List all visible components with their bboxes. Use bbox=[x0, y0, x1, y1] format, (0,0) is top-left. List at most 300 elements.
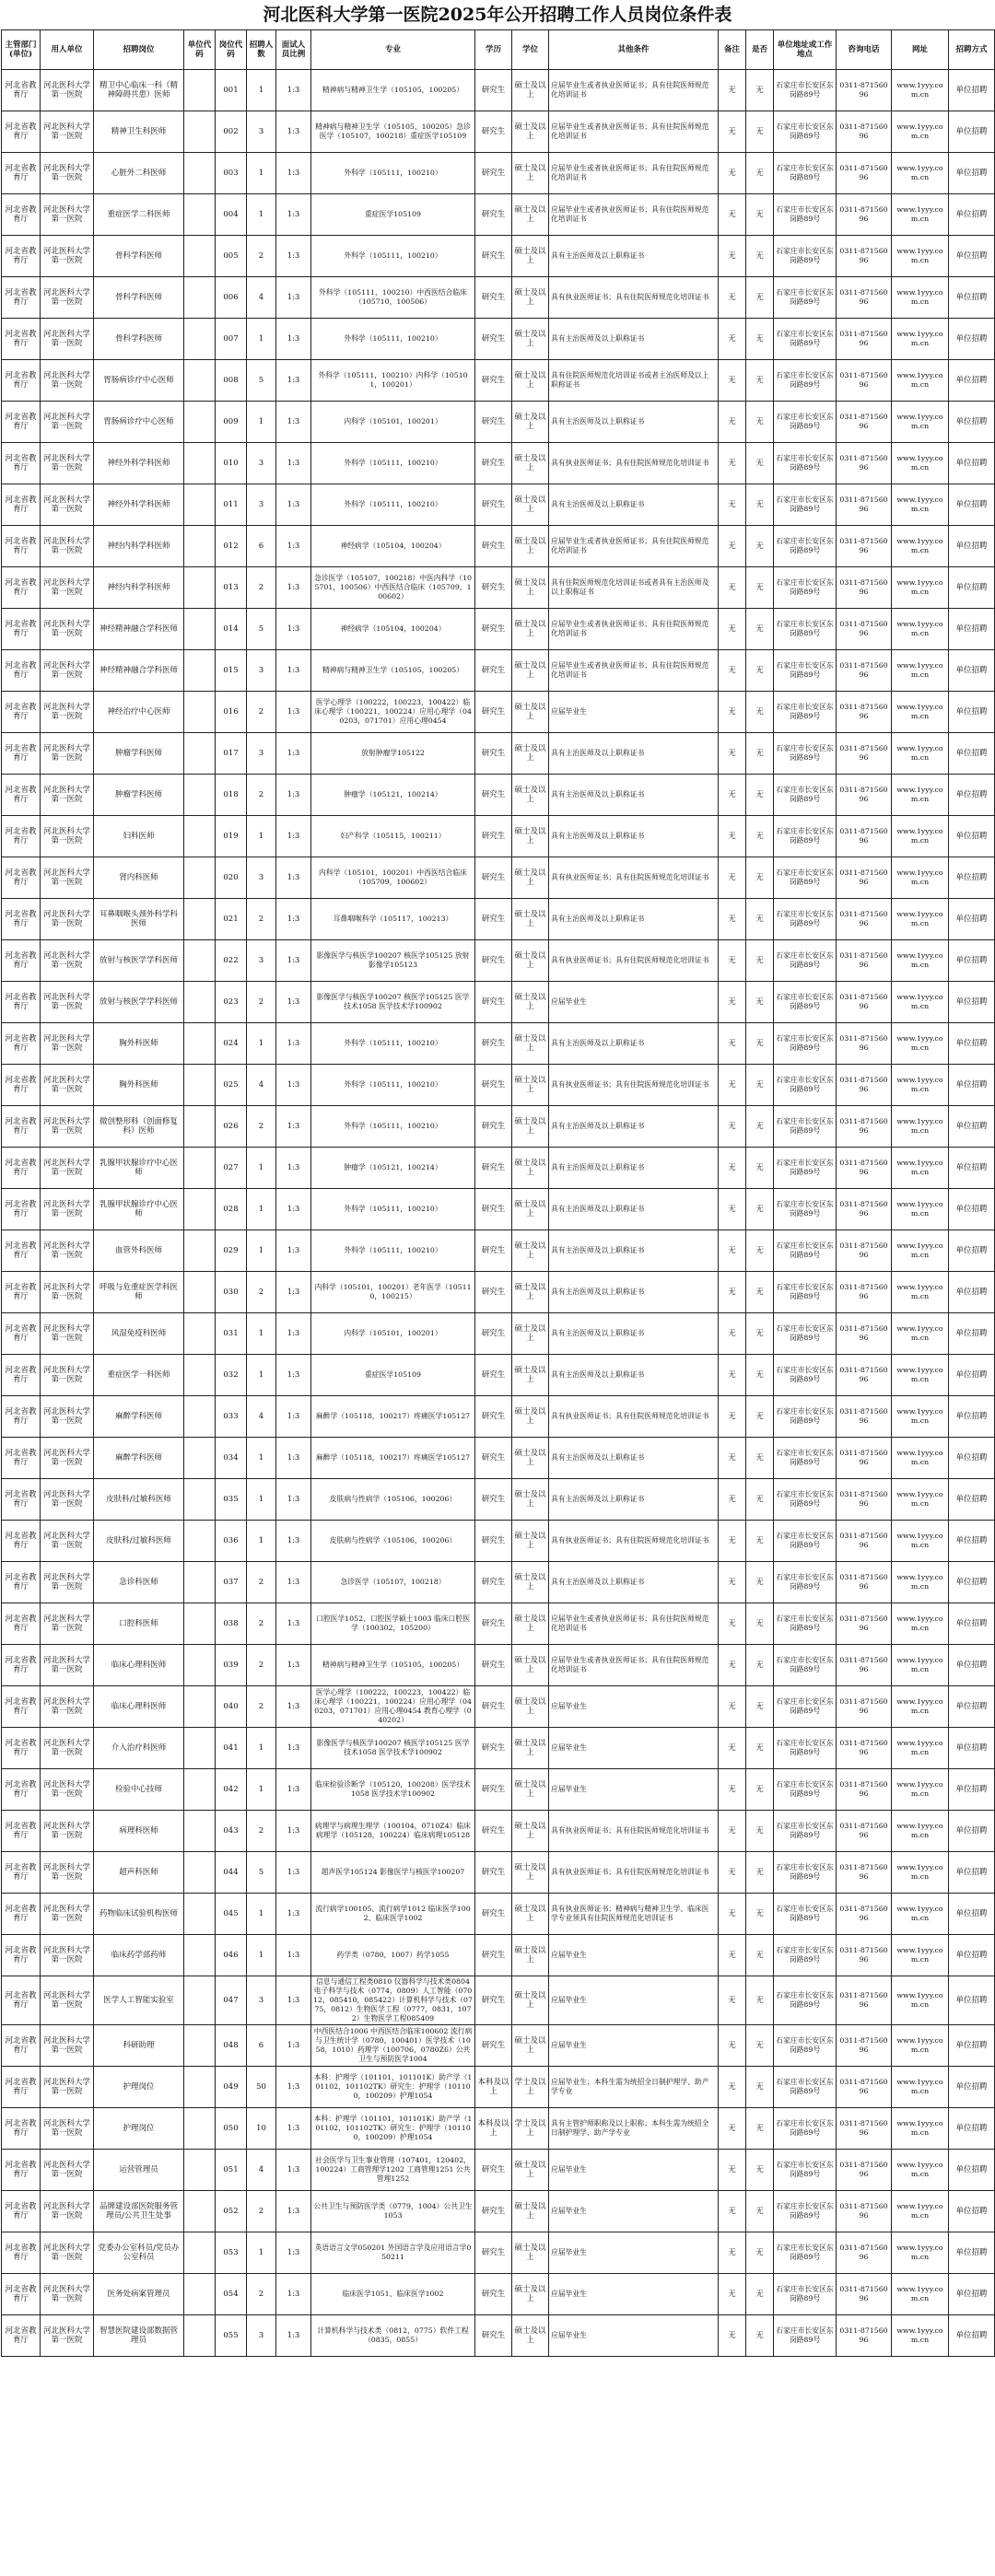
cell-post: 口腔科医师 bbox=[94, 1603, 184, 1645]
cell-major: 急诊医学（105107，100218）中医内科学（105701，100506）中西医结合临床（105709，100602） bbox=[311, 567, 475, 609]
cell-dept: 河北省教育厅 bbox=[2, 526, 41, 567]
cell-method: 单位招聘 bbox=[949, 1355, 995, 1396]
cell-yn: 无 bbox=[746, 2025, 774, 2067]
cell-major: 皮肤病与性病学（105106，100206） bbox=[311, 1521, 475, 1562]
cell-phone: 0311-87156096 bbox=[837, 1811, 892, 1852]
cell-ratio: 1:3 bbox=[276, 111, 311, 153]
cell-unit-code bbox=[184, 2108, 216, 2150]
cell-phone: 0311-87156096 bbox=[837, 111, 892, 153]
cell-education: 研究生 bbox=[475, 609, 512, 650]
cell-phone: 0311-87156096 bbox=[837, 816, 892, 857]
cell-conditions: 具有执业医师证书；具有住院医师规范化培训证书 bbox=[549, 1521, 719, 1562]
cell-phone: 0311-87156096 bbox=[837, 940, 892, 982]
cell-unit-code bbox=[184, 1313, 216, 1355]
cell-conditions: 应届毕业生 bbox=[549, 1976, 719, 2025]
cell-unit-code bbox=[184, 2191, 216, 2232]
cell-dept: 河北省教育厅 bbox=[2, 2315, 41, 2357]
cell-unit-code bbox=[184, 1355, 216, 1396]
cell-ratio: 1:3 bbox=[276, 1521, 311, 1562]
cell-yn: 无 bbox=[746, 692, 774, 733]
cell-address: 石家庄市长安区东岗路89号 bbox=[774, 1811, 837, 1852]
cell-website: www.1yyy.com.cn bbox=[892, 1396, 949, 1438]
cell-phone: 0311-87156096 bbox=[837, 1521, 892, 1562]
cell-conditions: 应届毕业生或者执业医师证书；具有住院医师规范化培训证书 bbox=[549, 153, 719, 194]
cell-dept: 河北省教育厅 bbox=[2, 1894, 41, 1935]
cell-unit-code bbox=[184, 857, 216, 899]
cell-education: 研究生 bbox=[475, 153, 512, 194]
cell-website: www.1yyy.com.cn bbox=[892, 1065, 949, 1106]
table-row bbox=[2, 609, 995, 650]
cell-education: 研究生 bbox=[475, 650, 512, 692]
cell-conditions: 应届毕业生 bbox=[549, 2025, 719, 2067]
cell-phone: 0311-87156096 bbox=[837, 360, 892, 402]
cell-major: 精神病与精神卫生学（105105，100205） bbox=[311, 1645, 475, 1686]
cell-dept: 河北省教育厅 bbox=[2, 111, 41, 153]
cell-method: 单位招聘 bbox=[949, 1603, 995, 1645]
cell-count: 2 bbox=[247, 982, 276, 1023]
cell-dept: 河北省教育厅 bbox=[2, 2108, 41, 2150]
cell-unit: 河北医科大学第一医院 bbox=[41, 360, 94, 402]
cell-ratio: 1:3 bbox=[276, 857, 311, 899]
cell-count: 3 bbox=[247, 650, 276, 692]
cell-degree: 硕士及以上 bbox=[512, 567, 549, 609]
cell-post: 乳腺甲状腺诊疗中心医师 bbox=[94, 1189, 184, 1230]
header-phone: 咨询电话 bbox=[837, 30, 892, 70]
cell-post-code: 046 bbox=[216, 1935, 247, 1976]
cell-address: 石家庄市长安区东岗路89号 bbox=[774, 1230, 837, 1272]
cell-education: 研究生 bbox=[475, 2232, 512, 2274]
cell-unit-code bbox=[184, 1521, 216, 1562]
cell-post: 麻醉学科医师 bbox=[94, 1396, 184, 1438]
cell-note: 无 bbox=[719, 443, 746, 484]
cell-note: 无 bbox=[719, 1313, 746, 1355]
cell-education: 研究生 bbox=[475, 194, 512, 236]
cell-conditions: 具有主治医师及以上职称证书 bbox=[549, 1189, 719, 1230]
cell-website: www.1yyy.com.cn bbox=[892, 1521, 949, 1562]
cell-major: 皮肤病与性病学（105106，100206） bbox=[311, 1479, 475, 1521]
cell-degree: 硕士及以上 bbox=[512, 1230, 549, 1272]
cell-method: 单位招聘 bbox=[949, 733, 995, 775]
cell-website: www.1yyy.com.cn bbox=[892, 1894, 949, 1935]
cell-unit: 河北医科大学第一医院 bbox=[41, 2025, 94, 2067]
cell-count: 3 bbox=[247, 857, 276, 899]
cell-phone: 0311-87156096 bbox=[837, 857, 892, 899]
table-row bbox=[2, 236, 995, 277]
table-row bbox=[2, 1769, 995, 1811]
table-body bbox=[2, 70, 995, 2357]
cell-phone: 0311-87156096 bbox=[837, 1728, 892, 1769]
cell-address: 石家庄市长安区东岗路89号 bbox=[774, 982, 837, 1023]
cell-degree: 硕士及以上 bbox=[512, 1396, 549, 1438]
cell-education: 研究生 bbox=[475, 1728, 512, 1769]
cell-ratio: 1:3 bbox=[276, 1106, 311, 1148]
cell-post: 医学人工智能实验室 bbox=[94, 1976, 184, 2025]
cell-degree: 硕士及以上 bbox=[512, 526, 549, 567]
cell-conditions: 具有执业医师证书；具有住院医师规范化培训证书 bbox=[549, 277, 719, 319]
cell-note: 无 bbox=[719, 1562, 746, 1603]
cell-method: 单位招聘 bbox=[949, 2108, 995, 2150]
cell-major: 神经病学（105104，100204） bbox=[311, 526, 475, 567]
cell-unit: 河北医科大学第一医院 bbox=[41, 526, 94, 567]
cell-phone: 0311-87156096 bbox=[837, 194, 892, 236]
cell-ratio: 1:3 bbox=[276, 1811, 311, 1852]
cell-dept: 河北省教育厅 bbox=[2, 1230, 41, 1272]
cell-ratio: 1:3 bbox=[276, 1894, 311, 1935]
cell-website: www.1yyy.com.cn bbox=[892, 484, 949, 526]
cell-count: 2 bbox=[247, 1603, 276, 1645]
cell-unit: 河北医科大学第一医院 bbox=[41, 1976, 94, 2025]
cell-method: 单位招聘 bbox=[949, 111, 995, 153]
cell-count: 1 bbox=[247, 319, 276, 360]
cell-ratio: 1:3 bbox=[276, 1728, 311, 1769]
table-row bbox=[2, 567, 995, 609]
cell-method: 单位招聘 bbox=[949, 1769, 995, 1811]
cell-degree: 学士及以上 bbox=[512, 2067, 549, 2108]
table-row bbox=[2, 1811, 995, 1852]
table-row bbox=[2, 857, 995, 899]
cell-unit: 河北医科大学第一医院 bbox=[41, 1065, 94, 1106]
cell-address: 石家庄市长安区东岗路89号 bbox=[774, 2191, 837, 2232]
cell-website: www.1yyy.com.cn bbox=[892, 277, 949, 319]
cell-unit: 河北医科大学第一医院 bbox=[41, 402, 94, 443]
cell-ratio: 1:3 bbox=[276, 1023, 311, 1065]
cell-address: 石家庄市长安区东岗路89号 bbox=[774, 1521, 837, 1562]
cell-post: 骨科学科医师 bbox=[94, 319, 184, 360]
cell-yn: 无 bbox=[746, 484, 774, 526]
table-row bbox=[2, 319, 995, 360]
cell-note: 无 bbox=[719, 194, 746, 236]
cell-ratio: 1:3 bbox=[276, 1230, 311, 1272]
cell-address: 石家庄市长安区东岗路89号 bbox=[774, 277, 837, 319]
cell-unit: 河北医科大学第一医院 bbox=[41, 319, 94, 360]
cell-conditions: 具有主治医师及以上职称证书 bbox=[549, 484, 719, 526]
cell-phone: 0311-87156096 bbox=[837, 775, 892, 816]
table-row bbox=[2, 194, 995, 236]
cell-note: 无 bbox=[719, 153, 746, 194]
cell-method: 单位招聘 bbox=[949, 1148, 995, 1189]
cell-dept: 河北省教育厅 bbox=[2, 2025, 41, 2067]
cell-website: www.1yyy.com.cn bbox=[892, 899, 949, 940]
cell-post: 麻醉学科医师 bbox=[94, 1438, 184, 1479]
cell-yn: 无 bbox=[746, 1562, 774, 1603]
cell-phone: 0311-87156096 bbox=[837, 1976, 892, 2025]
cell-note: 无 bbox=[719, 1272, 746, 1313]
cell-address: 石家庄市长安区东岗路89号 bbox=[774, 153, 837, 194]
cell-phone: 0311-87156096 bbox=[837, 1313, 892, 1355]
table-row bbox=[2, 899, 995, 940]
cell-education: 研究生 bbox=[475, 277, 512, 319]
cell-website: www.1yyy.com.cn bbox=[892, 1230, 949, 1272]
cell-website: www.1yyy.com.cn bbox=[892, 1852, 949, 1894]
cell-dept: 河北省教育厅 bbox=[2, 1935, 41, 1976]
cell-address: 石家庄市长安区东岗路89号 bbox=[774, 2315, 837, 2357]
table-row bbox=[2, 70, 995, 111]
cell-post-code: 048 bbox=[216, 2025, 247, 2067]
cell-address: 石家庄市长安区东岗路89号 bbox=[774, 857, 837, 899]
cell-conditions: 应届毕业生或者执业医师证书；具有住院医师规范化培训证书 bbox=[549, 609, 719, 650]
cell-phone: 0311-87156096 bbox=[837, 70, 892, 111]
cell-method: 单位招聘 bbox=[949, 2067, 995, 2108]
cell-post: 医务处病案管理员 bbox=[94, 2274, 184, 2315]
cell-ratio: 1:3 bbox=[276, 2232, 311, 2274]
cell-count: 1 bbox=[247, 1521, 276, 1562]
cell-conditions: 具有执业医师证书；具有住院医师规范化培训证书 bbox=[549, 1065, 719, 1106]
cell-yn: 无 bbox=[746, 1935, 774, 1976]
cell-post: 急诊科医师 bbox=[94, 1562, 184, 1603]
cell-website: www.1yyy.com.cn bbox=[892, 1106, 949, 1148]
cell-method: 单位招聘 bbox=[949, 1894, 995, 1935]
cell-address: 石家庄市长安区东岗路89号 bbox=[774, 775, 837, 816]
cell-method: 单位招聘 bbox=[949, 402, 995, 443]
cell-ratio: 1:3 bbox=[276, 650, 311, 692]
cell-note: 无 bbox=[719, 1686, 746, 1728]
cell-education: 研究生 bbox=[475, 1355, 512, 1396]
cell-post: 检验中心技师 bbox=[94, 1769, 184, 1811]
cell-major: 外科学（105111，100210） bbox=[311, 153, 475, 194]
cell-yn: 无 bbox=[746, 2315, 774, 2357]
cell-major: 外科学（105111，100210） bbox=[311, 443, 475, 484]
cell-address: 石家庄市长安区东岗路89号 bbox=[774, 70, 837, 111]
cell-method: 单位招聘 bbox=[949, 1686, 995, 1728]
cell-note: 无 bbox=[719, 650, 746, 692]
cell-yn: 无 bbox=[746, 1728, 774, 1769]
cell-education: 研究生 bbox=[475, 1562, 512, 1603]
cell-degree: 硕士及以上 bbox=[512, 1811, 549, 1852]
page-title: 河北医科大学第一医院2025年公开招聘工作人员岗位条件表 bbox=[263, 5, 732, 25]
cell-phone: 0311-87156096 bbox=[837, 733, 892, 775]
cell-education: 研究生 bbox=[475, 526, 512, 567]
cell-post-code: 030 bbox=[216, 1272, 247, 1313]
cell-yn: 无 bbox=[746, 1230, 774, 1272]
cell-education: 研究生 bbox=[475, 1811, 512, 1852]
cell-method: 单位招聘 bbox=[949, 940, 995, 982]
cell-ratio: 1:3 bbox=[276, 1396, 311, 1438]
cell-address: 石家庄市长安区东岗路89号 bbox=[774, 940, 837, 982]
cell-yn: 无 bbox=[746, 567, 774, 609]
cell-conditions: 具有主治医师及以上职称证书 bbox=[549, 1313, 719, 1355]
cell-note: 无 bbox=[719, 609, 746, 650]
table-row bbox=[2, 1355, 995, 1396]
cell-note: 无 bbox=[719, 2150, 746, 2191]
cell-unit-code bbox=[184, 567, 216, 609]
cell-post: 神经内科学科医师 bbox=[94, 526, 184, 567]
cell-post-code: 045 bbox=[216, 1894, 247, 1935]
cell-education: 研究生 bbox=[475, 1521, 512, 1562]
cell-unit-code bbox=[184, 609, 216, 650]
cell-post-code: 020 bbox=[216, 857, 247, 899]
table-row bbox=[2, 2067, 995, 2108]
cell-address: 石家庄市长安区东岗路89号 bbox=[774, 111, 837, 153]
cell-note: 无 bbox=[719, 1230, 746, 1272]
cell-address: 石家庄市长安区东岗路89号 bbox=[774, 1769, 837, 1811]
cell-unit-code bbox=[184, 2315, 216, 2357]
cell-unit-code bbox=[184, 816, 216, 857]
cell-degree: 硕士及以上 bbox=[512, 1645, 549, 1686]
cell-conditions: 具有主治医师及以上职称证书 bbox=[549, 1355, 719, 1396]
cell-method: 单位招聘 bbox=[949, 1438, 995, 1479]
cell-post-code: 044 bbox=[216, 1852, 247, 1894]
cell-post: 科研助理 bbox=[94, 2025, 184, 2067]
cell-count: 2 bbox=[247, 775, 276, 816]
cell-method: 单位招聘 bbox=[949, 2191, 995, 2232]
cell-major: 外科学（105111，100210） bbox=[311, 1023, 475, 1065]
cell-address: 石家庄市长安区东岗路89号 bbox=[774, 650, 837, 692]
cell-post-code: 049 bbox=[216, 2067, 247, 2108]
cell-note: 无 bbox=[719, 1935, 746, 1976]
cell-conditions: 具有主治医师及以上职称证书 bbox=[549, 236, 719, 277]
cell-post-code: 011 bbox=[216, 484, 247, 526]
cell-degree: 硕士及以上 bbox=[512, 360, 549, 402]
cell-method: 单位招聘 bbox=[949, 1852, 995, 1894]
cell-education: 研究生 bbox=[475, 1189, 512, 1230]
cell-unit: 河北医科大学第一医院 bbox=[41, 2191, 94, 2232]
cell-count: 1 bbox=[247, 1769, 276, 1811]
cell-unit: 河北医科大学第一医院 bbox=[41, 70, 94, 111]
cell-conditions: 具有执业医师证书；具有住院医师规范化培训证书 bbox=[549, 940, 719, 982]
cell-post-code: 040 bbox=[216, 1686, 247, 1728]
cell-major: 神经病学（105104，100204） bbox=[311, 609, 475, 650]
header-method: 招聘方式 bbox=[949, 30, 995, 70]
cell-count: 6 bbox=[247, 2025, 276, 2067]
cell-dept: 河北省教育厅 bbox=[2, 816, 41, 857]
cell-dept: 河北省教育厅 bbox=[2, 1603, 41, 1645]
cell-conditions: 应届毕业生或者执业医师证书；具有住院医师规范化培训证书 bbox=[549, 194, 719, 236]
cell-post: 微创整形科（创面修复科）医师 bbox=[94, 1106, 184, 1148]
cell-ratio: 1:3 bbox=[276, 277, 311, 319]
cell-note: 无 bbox=[719, 1976, 746, 2025]
cell-post: 肿瘤学科医师 bbox=[94, 733, 184, 775]
cell-method: 单位招聘 bbox=[949, 360, 995, 402]
cell-post-code: 018 bbox=[216, 775, 247, 816]
cell-conditions: 应届毕业生 bbox=[549, 2274, 719, 2315]
header-education: 学历 bbox=[475, 30, 512, 70]
cell-post-code: 017 bbox=[216, 733, 247, 775]
cell-ratio: 1:3 bbox=[276, 733, 311, 775]
cell-post-code: 005 bbox=[216, 236, 247, 277]
cell-post: 皮肤科/过敏科医师 bbox=[94, 1521, 184, 1562]
cell-website: www.1yyy.com.cn bbox=[892, 692, 949, 733]
cell-yn: 无 bbox=[746, 360, 774, 402]
cell-count: 2 bbox=[247, 899, 276, 940]
cell-degree: 硕士及以上 bbox=[512, 1562, 549, 1603]
cell-post-code: 002 bbox=[216, 111, 247, 153]
cell-phone: 0311-87156096 bbox=[837, 650, 892, 692]
cell-ratio: 1:3 bbox=[276, 1645, 311, 1686]
cell-note: 无 bbox=[719, 2108, 746, 2150]
cell-unit-code bbox=[184, 1065, 216, 1106]
cell-website: www.1yyy.com.cn bbox=[892, 2232, 949, 2274]
cell-address: 石家庄市长安区东岗路89号 bbox=[774, 1686, 837, 1728]
cell-major: 外科学（105111，100210）内科学（105101，100201） bbox=[311, 360, 475, 402]
cell-phone: 0311-87156096 bbox=[837, 1438, 892, 1479]
cell-yn: 无 bbox=[746, 1769, 774, 1811]
cell-unit-code bbox=[184, 360, 216, 402]
cell-phone: 0311-87156096 bbox=[837, 1852, 892, 1894]
cell-yn: 无 bbox=[746, 1479, 774, 1521]
cell-phone: 0311-87156096 bbox=[837, 402, 892, 443]
cell-conditions: 具有主治医师及以上职称证书 bbox=[549, 816, 719, 857]
cell-major: 妇产科学（105115，100211） bbox=[311, 816, 475, 857]
cell-phone: 0311-87156096 bbox=[837, 1769, 892, 1811]
cell-count: 4 bbox=[247, 2150, 276, 2191]
cell-count: 3 bbox=[247, 1976, 276, 2025]
cell-education: 研究生 bbox=[475, 1894, 512, 1935]
table-row bbox=[2, 2150, 995, 2191]
cell-yn: 无 bbox=[746, 2150, 774, 2191]
cell-website: www.1yyy.com.cn bbox=[892, 194, 949, 236]
cell-unit-code bbox=[184, 1562, 216, 1603]
cell-unit: 河北医科大学第一医院 bbox=[41, 2067, 94, 2108]
cell-phone: 0311-87156096 bbox=[837, 2067, 892, 2108]
cell-website: www.1yyy.com.cn bbox=[892, 1313, 949, 1355]
cell-phone: 0311-87156096 bbox=[837, 1686, 892, 1728]
cell-note: 无 bbox=[719, 111, 746, 153]
cell-ratio: 1:3 bbox=[276, 319, 311, 360]
header-conditions: 其他条件 bbox=[549, 30, 719, 70]
cell-unit-code bbox=[184, 1023, 216, 1065]
cell-post: 呼吸与危重症医学科医师 bbox=[94, 1272, 184, 1313]
cell-note: 无 bbox=[719, 1189, 746, 1230]
cell-unit: 河北医科大学第一医院 bbox=[41, 1438, 94, 1479]
cell-unit-code bbox=[184, 1189, 216, 1230]
cell-education: 研究生 bbox=[475, 1313, 512, 1355]
cell-phone: 0311-87156096 bbox=[837, 1355, 892, 1396]
cell-yn: 无 bbox=[746, 236, 774, 277]
cell-website: www.1yyy.com.cn bbox=[892, 402, 949, 443]
cell-major: 重症医学105109 bbox=[311, 194, 475, 236]
cell-address: 石家庄市长安区东岗路89号 bbox=[774, 567, 837, 609]
cell-dept: 河北省教育厅 bbox=[2, 1976, 41, 2025]
cell-unit-code bbox=[184, 1603, 216, 1645]
cell-unit: 河北医科大学第一医院 bbox=[41, 857, 94, 899]
cell-degree: 硕士及以上 bbox=[512, 1313, 549, 1355]
cell-method: 单位招聘 bbox=[949, 2232, 995, 2274]
cell-post-code: 054 bbox=[216, 2274, 247, 2315]
cell-note: 无 bbox=[719, 899, 746, 940]
cell-phone: 0311-87156096 bbox=[837, 2232, 892, 2274]
cell-ratio: 1:3 bbox=[276, 692, 311, 733]
cell-post: 肾内科医师 bbox=[94, 857, 184, 899]
cell-phone: 0311-87156096 bbox=[837, 1935, 892, 1976]
cell-post-code: 024 bbox=[216, 1023, 247, 1065]
cell-count: 6 bbox=[247, 526, 276, 567]
cell-address: 石家庄市长安区东岗路89号 bbox=[774, 733, 837, 775]
cell-address: 石家庄市长安区东岗路89号 bbox=[774, 2025, 837, 2067]
cell-education: 本科及以上 bbox=[475, 2067, 512, 2108]
cell-major: 急诊医学（105107，100218） bbox=[311, 1562, 475, 1603]
cell-website: www.1yyy.com.cn bbox=[892, 816, 949, 857]
cell-ratio: 1:3 bbox=[276, 940, 311, 982]
cell-count: 2 bbox=[247, 567, 276, 609]
cell-yn: 无 bbox=[746, 1065, 774, 1106]
cell-website: www.1yyy.com.cn bbox=[892, 609, 949, 650]
cell-address: 石家庄市长安区东岗路89号 bbox=[774, 816, 837, 857]
cell-website: www.1yyy.com.cn bbox=[892, 2108, 949, 2150]
cell-education: 研究生 bbox=[475, 2191, 512, 2232]
cell-unit: 河北医科大学第一医院 bbox=[41, 1811, 94, 1852]
cell-unit-code bbox=[184, 1272, 216, 1313]
cell-post: 放射与核医学学科医师 bbox=[94, 982, 184, 1023]
cell-conditions: 应届毕业生 bbox=[549, 2315, 719, 2357]
cell-address: 石家庄市长安区东岗路89号 bbox=[774, 1728, 837, 1769]
cell-count: 3 bbox=[247, 733, 276, 775]
cell-conditions: 具有执业医师证书；具有住院医师规范化培训证书 bbox=[549, 1852, 719, 1894]
cell-education: 研究生 bbox=[475, 1106, 512, 1148]
cell-major: 内科学（105101，100201） bbox=[311, 402, 475, 443]
cell-method: 单位招聘 bbox=[949, 1272, 995, 1313]
cell-ratio: 1:3 bbox=[276, 1562, 311, 1603]
cell-conditions: 应届毕业生或者执业医师证书；具有住院医师规范化培训证书 bbox=[549, 111, 719, 153]
